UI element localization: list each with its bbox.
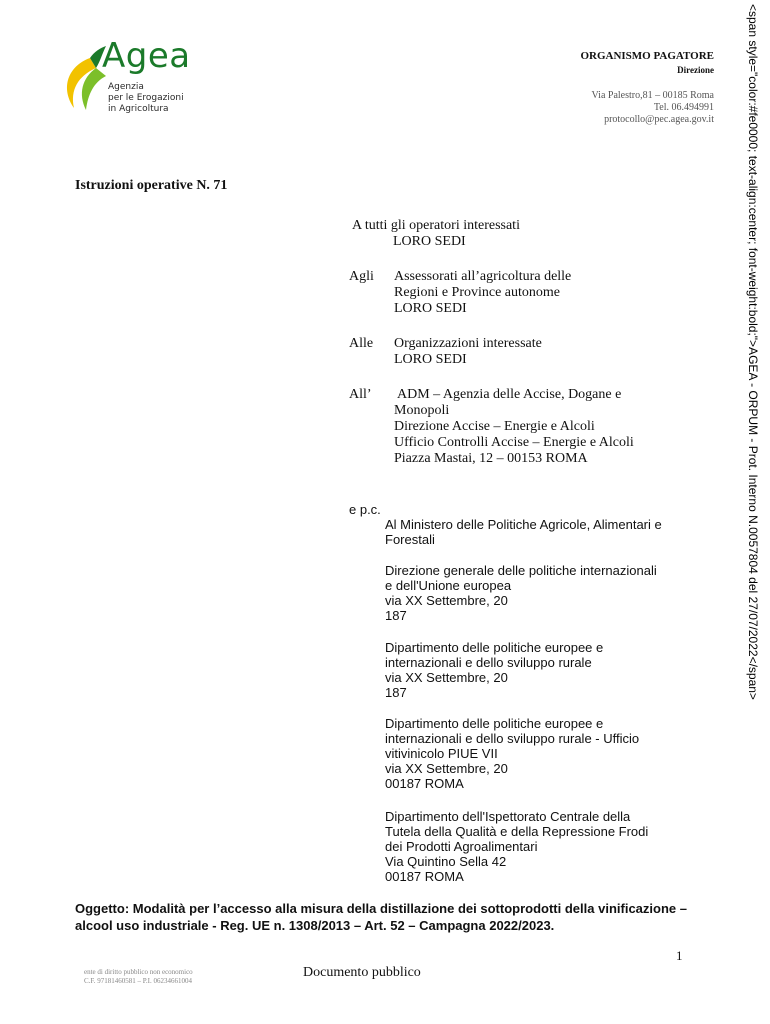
epc-line: Via Quintino Sella 42 [385,854,507,869]
letterhead [580,50,714,75]
logo-name: Agea [102,36,191,76]
recipient-block [352,218,520,250]
phone-line: Tel. 06.494991 [653,102,714,113]
logo-subtitle [108,82,184,115]
footer-document-label: Documento pubblico [303,965,421,980]
footer-legal [84,968,193,986]
epc-line: Forestali [385,532,435,547]
recipient-label: Alle [349,336,374,351]
footer-legal-line: ente di diritto pubblico non economico [84,968,193,976]
epc-line: Tutela della Qualità e della Repressione Frodi [385,824,649,839]
epc-line: Dipartimento dell'Ispettorato Centrale della [385,809,631,824]
recipient-label: Agli [349,269,374,284]
epc-block [385,716,715,791]
epc-line: internazionali e dello sviluppo rurale [385,655,592,670]
recipient-label: All’ [349,387,372,402]
protocol-stamp: <span style="color:#fe0000; text-align:center; font-weight:bold;">AGEA - ORPUM - Prot. Interno N.0057804 del 27/07/2022</span> [746,4,760,700]
epc-block [385,563,715,623]
epc-line: internazionali e dello sviluppo rurale - Ufficio [385,731,640,746]
epc-line: via XX Settembre, 20 [385,670,508,685]
department-name: Direzione [677,65,714,75]
epc-line: vitivinicolo PIUE VII [385,746,498,761]
recipient-line: Assessorati all’agricoltura delle [394,269,572,284]
agea-logo [60,38,200,118]
epc-block [385,640,715,700]
footer-legal-line: C.F. 97181460581 – P.I. 06234661004 [84,977,192,985]
subject-paragraph: Oggetto: Modalità per l’accesso alla misura della distillazione dei sottoprodotti della vinificazione – alcool uso industriale - Reg. UE n. 1308/2013 – Art. 52 – Campagna 2022/2023. [75,901,687,933]
epc-line: e dell'Unione europea [385,578,512,593]
epc-line: via XX Settembre, 20 [385,761,508,776]
epc-line: 00187 ROMA [385,776,464,791]
address-line: Via Palestro,81 – 00185 Roma [591,90,714,101]
recipient-line: LORO SEDI [394,301,467,316]
recipient-line: LORO SEDI [393,234,466,249]
document-title: Istruzioni operative N. 71 [75,178,228,193]
recipient-line: Direzione Accise – Energie e Alcoli [394,419,595,434]
epc-line: Direzione generale delle politiche internazionali [385,563,657,578]
recipient-line: A tutti gli operatori interessati [352,218,520,233]
epc-line: Al Ministero delle Politiche Agricole, Alimentari e [385,517,662,532]
recipient-line: Monopoli [394,403,450,418]
recipient-line: Ufficio Controlli Accise – Energie e Alcoli [394,435,634,450]
letterhead-address [592,90,714,126]
epc-line: via XX Settembre, 20 [385,593,508,608]
epc-line: Dipartimento delle politiche europee e [385,640,604,655]
logo-subtitle-line: per le Erogazioni [108,93,184,103]
epc-line: dei Prodotti Agroalimentari [385,839,538,854]
recipient-line: Organizzazioni interessate [394,336,542,351]
epc-line: 00187 ROMA [385,869,464,884]
epc-label: e p.c. [349,502,381,517]
logo-subtitle-line: Agenzia [108,82,144,92]
page-number: 1 [676,948,683,963]
recipient-line: Regioni e Province autonome [394,285,561,300]
epc-block [385,809,715,884]
epc-line: Dipartimento delle politiche europee e [385,716,604,731]
recipient-line: ADM – Agenzia delle Accise, Dogane e [397,387,622,402]
epc-line: 187 [385,685,407,700]
email-line: protocollo@pec.agea.gov.it [604,114,714,125]
recipient-line: Piazza Mastai, 12 – 00153 ROMA [394,451,588,466]
organization-name: ORGANISMO PAGATORE [580,50,714,62]
recipient-line: LORO SEDI [394,352,467,367]
logo-subtitle-line: in Agricoltura [108,104,169,114]
epc-line: 187 [385,608,407,623]
epc-block [385,517,715,547]
